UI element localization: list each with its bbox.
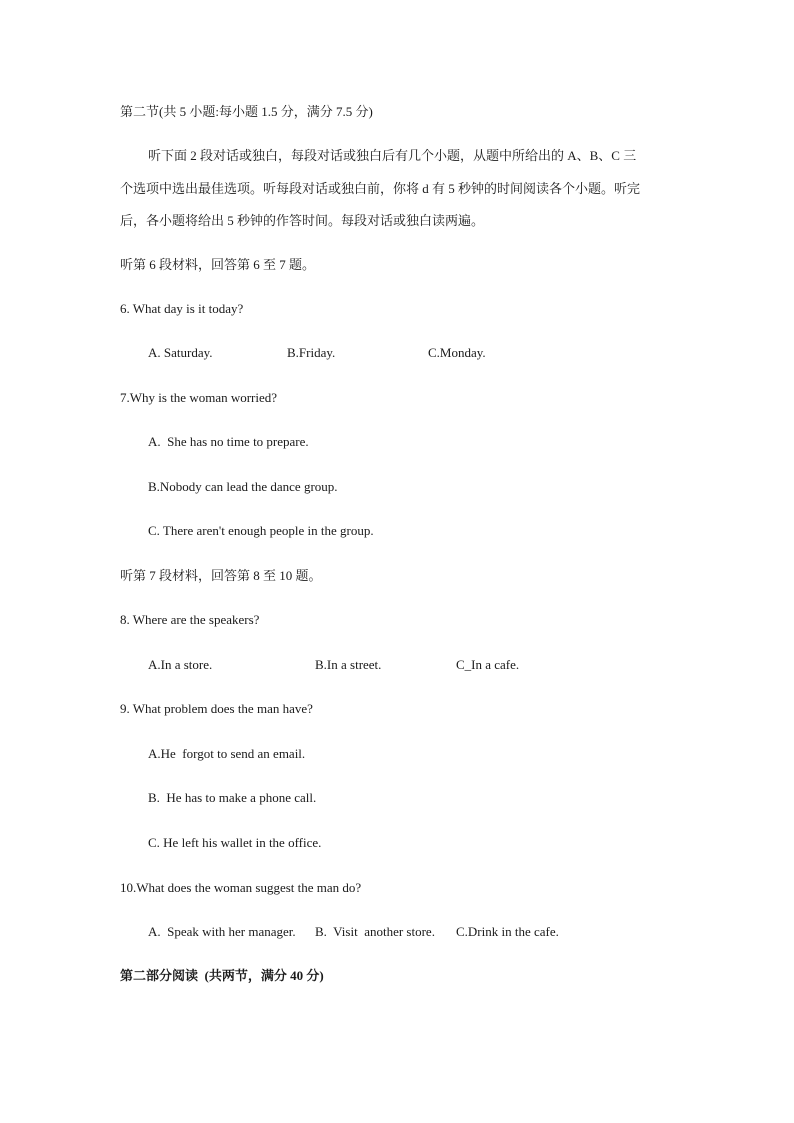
question-6-option-b: B.Friday. xyxy=(287,345,336,360)
material-6-heading: 听第 6 段材料，回答第 6 至 7 题。 xyxy=(120,257,316,272)
instructions-line-2: 个选项中选出最佳选项。听每段对话或独白前，你将 d 有 5 秒钟的时间阅读各个小题。听完 xyxy=(120,181,641,196)
question-7-option-a: A. She has no time to prepare. xyxy=(148,434,309,449)
material-7-heading: 听第 7 段材料，回答第 8 至 10 题。 xyxy=(120,568,322,583)
question-7-stem: 7.Why is the woman worried? xyxy=(120,390,278,405)
instructions-line-3: 后，各小题将给出 5 秒钟的作答时间。每段对话或独白读两遍。 xyxy=(120,213,485,228)
question-9-option-b: B. He has to make a phone call. xyxy=(148,790,317,805)
question-6-stem: 6. What day is it today? xyxy=(120,301,244,316)
question-8-stem: 8. Where are the speakers? xyxy=(120,612,260,627)
question-7-option-b: B.Nobody can lead the dance group. xyxy=(148,479,338,494)
instructions-line-1: 听下面 2 段对话或独白，每段对话或独白后有几个小题，从题中所给出的 A、B、C 三 xyxy=(148,148,637,163)
question-6-option-a: A. Saturday. xyxy=(148,345,213,360)
question-9-option-c: C. He left his wallet in the office. xyxy=(148,835,322,850)
part2-heading: 第二部分阅读 (共两节，满分 40 分) xyxy=(120,968,324,983)
question-7-option-c: C. There aren't enough people in the group. xyxy=(148,523,374,538)
question-10-option-c: C.Drink in the cafe. xyxy=(456,924,559,939)
question-6-option-c: C.Monday. xyxy=(428,345,486,360)
question-9-option-a: A.He forgot to send an email. xyxy=(148,746,306,761)
question-9-stem: 9. What problem does the man have? xyxy=(120,701,313,716)
question-10-option-a: A. Speak with her manager. xyxy=(148,924,296,939)
question-10-stem: 10.What does the woman suggest the man do? xyxy=(120,880,362,895)
section2-heading: 第二节(共 5 小题:每小题 1.5 分，满分 7.5 分) xyxy=(120,104,373,119)
question-8-option-c: C_In a cafe. xyxy=(456,657,520,672)
question-8-option-a: A.In a store. xyxy=(148,657,213,672)
question-8-option-b: B.In a street. xyxy=(315,657,382,672)
question-10-option-b: B. Visit another store. xyxy=(315,924,435,939)
